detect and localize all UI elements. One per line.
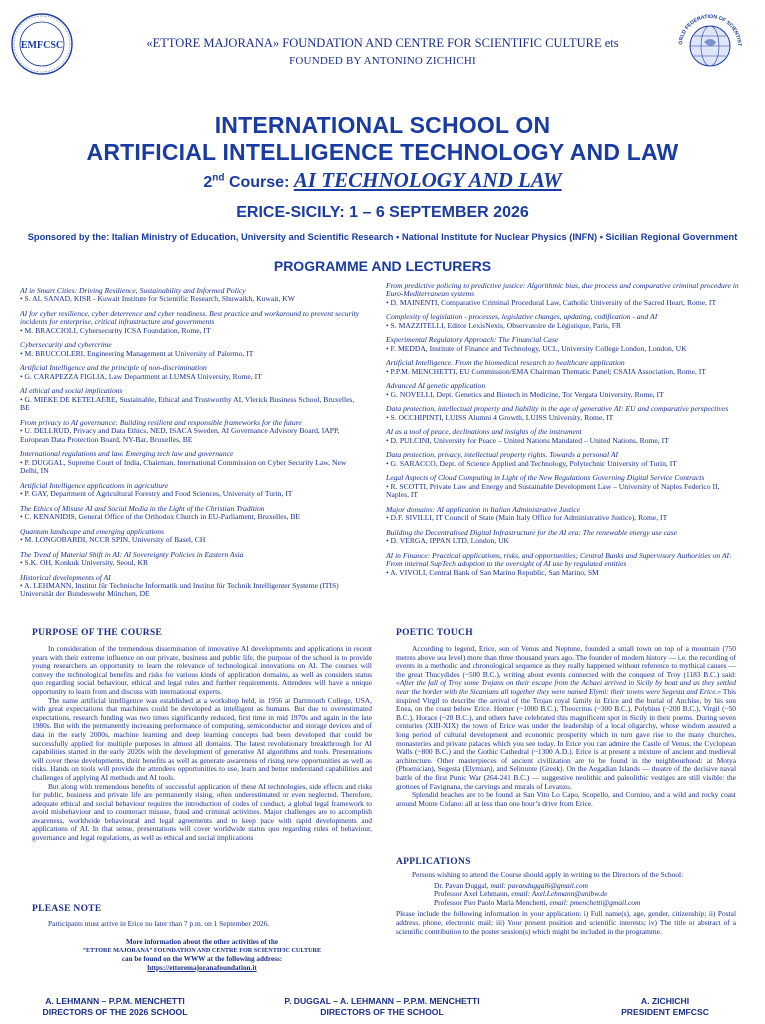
lecturer-entry xyxy=(20,387,362,412)
lecturer-name: • S. OCCHIPINTI, LUISS Alumni 4 Growth, LUISS University, Rome, IT xyxy=(386,412,614,422)
lecturer-entry xyxy=(20,482,362,499)
president xyxy=(590,996,740,1018)
poetic-heading: POETIC TOUCH xyxy=(396,628,473,638)
lecture-topic: Historical developments of AI xyxy=(20,572,111,582)
purpose-paragraph: But along with tremendous benefits of successful application of these AI technologies, side effects and risks for public, business and private life are permanently rising, often underestimated or even neglected. Therefore, adequate ethical and social behaviour requires the introduction of codes of conduct, a global legal framework to avoid misbehaviour and to counteract misuse, fraud and criminal activities. Major challenges are to accomplish awareness, worldwide behavioural and legal agreements and to keep pace with rapid developments and applications of AI. In that sense, presentations will cover worldwide status quo regarding rules of behaviour, governance and legal regulations, as well as ethical and social implications xyxy=(32,781,372,843)
lecturer-entry xyxy=(20,419,362,444)
lecturer-entry xyxy=(20,341,362,358)
lecturer-name: • M. BRACCIOLI, Cybersecurity ICSA Foundation, Rome, IT xyxy=(20,325,211,335)
lecture-topic: Quantum landscape and emerging applications xyxy=(20,526,164,536)
school-title-line1: INTERNATIONAL SCHOOL ON xyxy=(214,112,551,138)
lecturer-name: • S.K. OH, Konkuk University, Seoul, KR xyxy=(20,558,149,568)
lecture-topic: Artificial Intelligence applications in agriculture xyxy=(20,480,169,490)
poetic-text xyxy=(396,645,736,808)
lecturer-name: • C. KENANIDIS, General Office of the Orthodox Church in EU-Parliament, Bruxelles, BE xyxy=(20,512,301,522)
lecture-topic: Building the Decentralised Digital Infrastructure for the AI era: The renewable energy use case xyxy=(386,527,678,537)
lecturer-name: • A. LEHMANN, Institut für Technische Informatik und Institut für Technik Intelligenter Systeme (ITIS) Universität der Bundeswehr München, DE xyxy=(20,581,339,599)
contact-name: Dr. Pavan Duggal, xyxy=(434,880,491,890)
programme-heading: PROGRAMME AND LECTURERS xyxy=(273,258,492,274)
purpose-text xyxy=(32,645,372,843)
lecturer-entry xyxy=(20,450,362,475)
lecture-topic: Experimental Regulatory Approach: The Financial Case xyxy=(386,335,559,345)
lecturer-name: • M. LONGOBARDI, NCCR SPIN, University of Basel, CH xyxy=(20,535,206,545)
lecture-topic: Data protection, privacy, intellectual property rights. Towards a personal AI xyxy=(386,450,619,460)
lecturer-entry xyxy=(386,382,744,399)
poetic-paragraph xyxy=(396,645,736,791)
lecture-topic: Artificial Intelligence and the principle of non-discrimination xyxy=(20,363,207,373)
lecturer-name: • G. NOVELLI, Dept. Genetics and Biotech in Medicine, Tor Vergata University, Rome, IT xyxy=(386,389,664,399)
lecturer-entry xyxy=(386,405,744,422)
lecturer-entry xyxy=(20,574,362,599)
more-info-line: More information about the other activities of the xyxy=(125,938,279,946)
school-title-line2: ARTIFICIAL INTELLIGENCE TECHNOLOGY AND LAW xyxy=(86,139,679,165)
website-link[interactable]: https://ettoremajoranafoundation.it xyxy=(147,963,257,972)
course-number-suffix: nd xyxy=(212,172,225,184)
lecturers-left-column xyxy=(20,287,362,605)
lecture-topic: AI in Smart Cities: Driving Resilience, Sustainability and Informed Policy xyxy=(20,286,246,295)
lecture-topic: AI in Finance: Practical applications, risks, and opportunities; Central Banks and Supervisory Authorities on AI: From internal SupTech adoption to the oversight of AI use by regulated entities xyxy=(386,550,732,569)
president-name: A. ZICHICHI xyxy=(640,996,690,1006)
applications-info: Please include the following information in your application: i) Full name(s), age, gender, citizenship; ii) Postal address, phone, electronic mail; iii) Your present position and scientific interests; iv) The title or abstract of a scientific contribution to the poster session(s) which might be included in the programme. xyxy=(396,909,736,936)
more-info-line: can be found on the WWW at the following address: xyxy=(121,955,283,964)
note-heading: PLEASE NOTE xyxy=(32,904,102,914)
president-title: PRESIDENT EMFCSC xyxy=(621,1007,709,1017)
course-number: 2 xyxy=(203,174,213,191)
founder-line: FOUNDED BY ANTONINO ZICHICHI xyxy=(289,55,476,67)
lecturer-name: • P. DUGGAL, Supreme Court of India, Chairman, International Commission on Cyber Security Law, New Delhi, IN xyxy=(20,457,347,476)
lecture-topic: AI as a tool of peace, declinations and insights of the instrument xyxy=(386,427,582,437)
purpose-paragraph: In consideration of the tremendous dissemination of innovative AI developments and applications in recent years with their extreme influence on our private, business and public life, the purpose of the school is to provide young researchers an opportunity to learn the relevance of technological innovations on AI. The courses will convey the technological benefits and risks for various kinds of application domains, as well as considers status quo regarding social behaviour, ethical and legal rules and further requirements. Attendees will have a unique opportunity to learn from and discuss with international experts. xyxy=(32,644,372,696)
directors-2026-names: A. LEHMANN – P.P.M. MENCHETTI xyxy=(45,996,185,1006)
purpose-heading: PURPOSE OF THE COURSE xyxy=(32,628,163,638)
sponsors: Sponsored by the: Italian Ministry of Education, University and Scientific Research • National Institute for Nuclear Physics (INFN) • Sicilian Regional Government xyxy=(27,232,738,242)
contact-name: Professor Axel Lehmann, xyxy=(434,889,512,899)
lecturer-entry xyxy=(386,552,744,577)
lecturer-entry xyxy=(20,551,362,568)
lecturer-entry xyxy=(20,528,362,545)
lecturer-entry xyxy=(20,364,362,381)
lecture-topic: AI ethical and social implications xyxy=(20,386,123,396)
purpose-paragraph: The name artificial intelligence was established at a workshop held, in 1956 at Dartmouth College, USA, with great expectations that machines could be developed as intelligent as humans. But due to overestimated expectations, research funding was two times significantly reduced, first time in mid 1970s and again in the late 1980s. But with the permanently increasing performance of computing, semiconductor and storage devices and of data in the early 2000s, machine learning and deep learning concepts had been developed that could be successfully applied for multiple purposes in almost all domains. The latest revolutionary breakthrough for AI capabilities started in the early 2020s with the development of generative AI algorithms and tools. Presentations will cover these developments, their benefits as well as generate awareness of rising new opportunities as well as risks. Hands on tools will provide the attendees opportunities to use, learn and better understand capabilities and challenges of applying AI methods and AI tools. xyxy=(32,695,372,782)
directors-school xyxy=(262,996,502,1018)
lecturer-entry xyxy=(386,451,744,468)
lecturer-entry xyxy=(386,506,744,523)
lecturer-name: • M. BRUCCOLERI, Engineering Management at University of Palermo, IT xyxy=(20,348,254,358)
course-label: Course: xyxy=(228,174,290,191)
lecturer-name: • D.F. SIVILLI, IT Council of State (Main Italy Office for Administrative Justice), Rome, IT xyxy=(386,513,668,523)
note-paragraph: Participants must arrive in Erice no later than 7 p.m. on 1 September 2026. xyxy=(48,919,270,928)
logo-right-text: ORLD FEDERATION OF SCIENTIST xyxy=(677,13,743,47)
lecturer-name: • S. AL SANAD, KISR - Kuwait Institute for Scientific Research, Shuwaikh, Kuwait, KW xyxy=(20,294,295,304)
lecturer-entry xyxy=(386,282,744,307)
more-info xyxy=(32,938,372,972)
contact-email[interactable]: mail: pavanduggal6@gmail.com xyxy=(490,880,588,890)
lecturer-name: • A. VIVOLI, Central Bank of San Marino Republic, San Marino, SM xyxy=(386,567,599,577)
applications-text xyxy=(396,871,736,936)
lecturer-name: • D. PULCINI, University for Peace – United Nations Mandated – United Nations, Rome, IT xyxy=(386,435,669,445)
logo-left-text: EMFCSC xyxy=(20,40,64,51)
directors-school-title: DIRECTORS OF THE SCHOOL xyxy=(320,1007,444,1017)
contact-email[interactable]: email: pmenchetti@gmail.com xyxy=(549,897,641,907)
lecture-topic: Legal Aspects of Cloud Computing in Light of the New Regulations Governing Digital Service Contracts xyxy=(386,473,705,483)
lecture-topic: Advanced AI genetic application xyxy=(386,381,486,391)
lecturer-entry xyxy=(386,529,744,546)
poetic-text-c: This inspired Virgil to describe the arrival of the Trojan royal family in Erice and the burial of Anchise, by his son Enea, on the coast below Erice. Homer (~1000 B.C.), Theocritus (~300 B.C.), Polybius (~200 B.C.), Virgil (~50 B.C.), Horace (~20 B.C.), and others have celebrated this magnificent spot in Sicily in their poems. During seven centuries (XIII-XIX) the town of Erice was under the leadership of a local oligarchy, whose wisdom assured a long period of cultural development and economic prosperity which in turn gave rise to the many churches, monasteries and private palaces which you see today. In Erice you can admire the Castle of Venus, the Cyclopean Walls (~800 B.C.) and the Gothic Cathedral (~1300 A.D.). Erice is at present a mixture of ancient and medieval architecture. Other masterpieces of ancient civilization are to be found in the neighbourhood: at Motya (Phoenician), Segesta (Elymian), and Selinunte (Greek). On the Aegadian Islands — theatre of the decisive naval battle of the first Punic War (264-241 B.C.) — suggestive neolithic and paleolithic vestiges are still visible: the grottoes of Favignana, the carvings and murals of Levanzo. xyxy=(396,686,736,791)
lecture-topic: Complexity of legislation - processes, legislative changes, updating, codification - and AI xyxy=(386,312,658,322)
foundation-name: «ETTORE MAJORANA» FOUNDATION AND CENTRE FOR SCIENTIFIC CULTURE ets xyxy=(146,36,619,50)
note-text xyxy=(32,920,372,929)
lecture-topic: The Trend of Material Shift in AI: AI Sovereignty Policies in Eastern Asia xyxy=(20,549,244,559)
lecturer-name: • G. SARACCO, Dept. of Science Applied and Technology, Polytechnic University of Turin, IT xyxy=(386,458,677,468)
lecture-topic: International regulations and law. Emerging tech law and governance xyxy=(20,449,234,459)
lecture-topic: Cybersecurity and cybercrime xyxy=(20,340,112,350)
contact-name: Professor Pier Paolo Maria Menchetti, xyxy=(434,897,550,907)
lecturer-entry xyxy=(20,505,362,522)
lecturer-name: • U. DELLRUD, Privacy and Data Ethics, NED, ISACA Sweden, AI Governance Advisory Board, IAPP, European Data Protection Board, NY-Bar, Bruxelles, BE xyxy=(20,426,340,444)
lecturer-name: • D. VERGA, IPPAN LTD, London, UK xyxy=(386,536,510,546)
poetic-text-a: According to legend, Erice, son of Venus and Neptune, founded a small town on top of a mountain (750 metres above sea level) more than three thousand years ago. The founder of modern history — i.e. the recording of events in a methodic and chronological sequence as they really happened without reference to mythical causes — the great Thucydides (~500 B.C.), writing about events connected with the conquest of Troy (1183 B.C.) said: xyxy=(396,644,736,679)
directors-2026-title: DIRECTORS OF THE 2026 SCHOOL xyxy=(42,1007,188,1017)
lecturers-right-column xyxy=(386,282,744,583)
lecturer-name: • P. GAY, Department of Agricultural Forestry and Food Sciences, University of Turin, IT xyxy=(20,489,293,499)
course-title xyxy=(0,168,765,193)
lecturer-entry xyxy=(386,336,744,353)
directors-school-names: P. DUGGAL – A. LEHMANN – P.P.M. MENCHETTI xyxy=(284,996,480,1006)
applications-heading: APPLICATIONS xyxy=(396,857,471,867)
poetic-paragraph: Splendid beaches are to be found at San Vito Lo Capo, Scopello, and Cornino, and a wild and rocky coast around Monte Cofano: all at less than one hour’s drive from Erice. xyxy=(396,790,736,808)
lecturer-entry xyxy=(386,359,744,376)
lecture-topic: From predictive policing to predictive justice: Algorithmic bias, due process and comparative criminal procedure in Euro-Mediterranean systems xyxy=(386,281,739,299)
lecturer-entry xyxy=(386,428,744,445)
lecturer-entry xyxy=(20,310,362,335)
lecturer-name: • P.P.M. MENCHETTI, EU Commission/EMA Chairman Thematic Panel; CSAIA Association, Rome, IT xyxy=(386,366,706,376)
place-date: ERICE-SICILY: 1 – 6 SEPTEMBER 2026 xyxy=(236,204,529,221)
applications-intro: Persons wishing to attend the Course should apply in writing to the Directors of the School: xyxy=(412,870,684,879)
lecturer-name: • R. SCOTTI, Private Law and Energy and Sustainable Development Law – University of Naples Federico II, Naples, IT xyxy=(386,481,720,500)
more-info-foundation: “ETTORE MAJORANA” FOUNDATION AND CENTRE FOR SCIENTIFIC CULTURE xyxy=(82,946,322,954)
lecture-topic: The Ethics of Misuse AI and Social Media in the Light of the Christian Tradition xyxy=(20,503,265,513)
lecturer-name: • F. MEDDA, Institute of Finance and Technology, UCL, University College London, London, UK xyxy=(386,343,687,353)
directors-contacts xyxy=(396,882,736,908)
lecturer-name: • D. MAINENTI, Comparative Criminal Procedural Law, Catholic University of the Sacred Heart, Rome, IT xyxy=(386,297,717,307)
lecturer-name: • S. MAZZITELLI, Editor LexisNexis, Observatoire de Légistique, Paris, FR xyxy=(386,320,622,330)
lecture-topic: AI for cyber resilience, cyber deterrence and cyber readiness. Best practice and workaround to prevent security incidents for enterprise, critical infrastructure and governments xyxy=(20,309,360,327)
lecture-topic: Major domains: AI application in Italian Administrative Justice xyxy=(386,504,580,514)
lecture-topic: From privacy to AI governance: Building resilient and responsible frameworks for the future xyxy=(20,417,302,427)
course-name: AI TECHNOLOGY AND LAW xyxy=(293,168,562,192)
contact-email[interactable]: email: Axel.Lehmann@unibw.de xyxy=(511,889,608,899)
thucydides-quote: «After the fall of Troy some Trojans on their escape from the Achaei arrived in Sicily by boat and as they settled near the border with the Sicanians all together they were named Elymi: their towns were Segesta and Erice.» xyxy=(396,678,736,696)
lecturer-entry xyxy=(20,287,362,304)
contact-line xyxy=(434,899,736,908)
lecture-topic: Artificial Intelligence. From the biomedical research to healthcare application xyxy=(386,358,625,368)
directors-2026 xyxy=(10,996,220,1018)
lecturer-entry xyxy=(386,313,744,330)
lecturer-name: • G. CARAPEZZA FIGLIA, Law Department at LUMSA University, Rome, IT xyxy=(20,371,262,381)
lecture-topic: Data protection, intellectual property and liability in the age of generative AI: EU and comparative perspectives xyxy=(386,404,729,414)
lecturer-name: • G. MIEKE DE KETELAERE, Sustainable, Ethical and Trustworthy AI, Vlerick Business School, Bruxelles, BE xyxy=(20,394,355,413)
lecturer-entry xyxy=(386,474,744,499)
